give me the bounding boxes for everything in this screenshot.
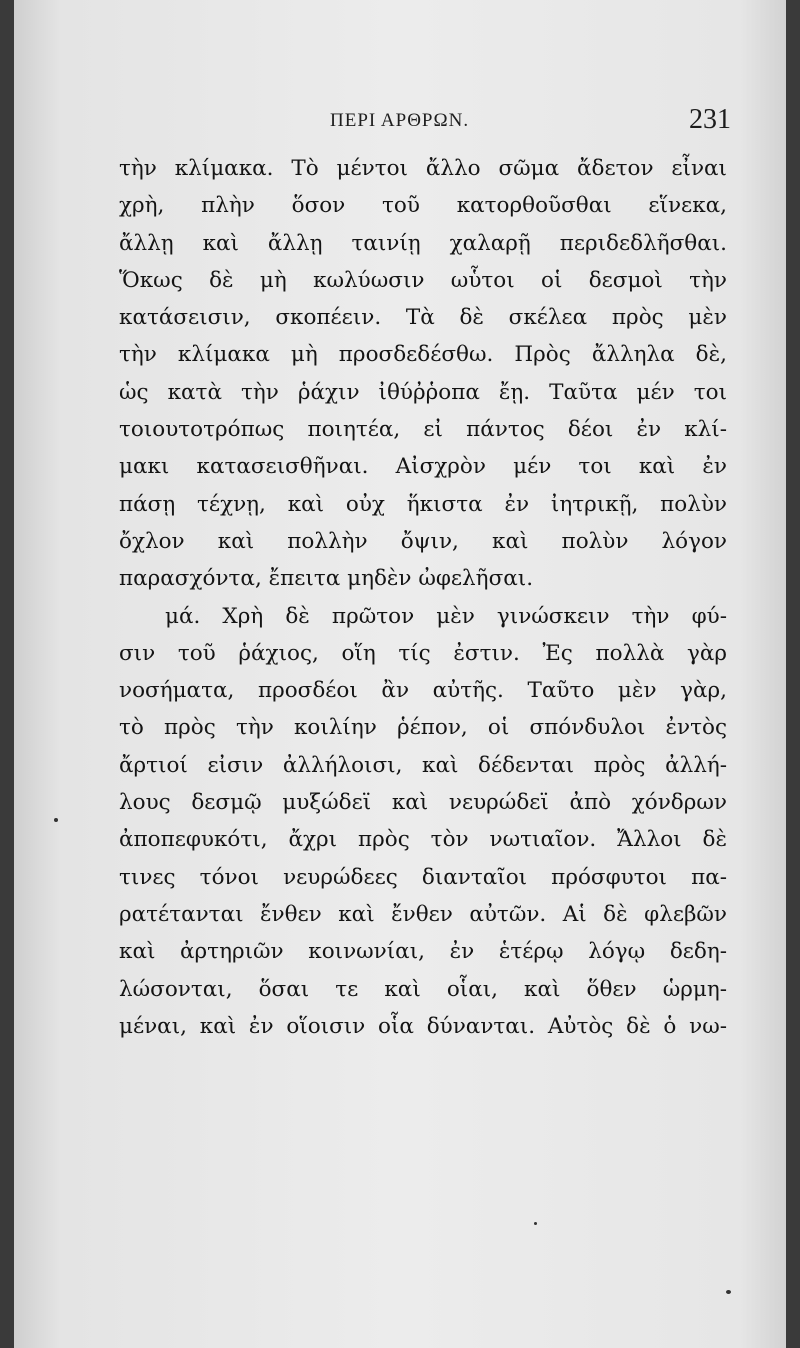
page-number: 231 — [689, 104, 731, 135]
text-line: πάσῃ τέχνῃ, καὶ οὐχ ἥκιστα ἐν ἰητρικῇ, πολὺν — [119, 491, 727, 517]
text-line: παρασχόντα, ἔπειτα μηδὲν ὠφελῆσαι. — [119, 566, 534, 592]
text-line: ἀποπεφυκότι, ἄχρι πρὸς τὸν νωτιαῖον. Ἄλλοι δὲ — [119, 827, 727, 853]
text-line: χρὴ, πλὴν ὅσον τοῦ κατορθοῦσθαι εἵνεκα, — [119, 193, 727, 219]
text-line: τοιουτοτρόπως ποιητέα, εἰ πάντος δέοι ἐν κλί- — [119, 417, 727, 443]
text-line: τὴν κλίμακα μὴ προσδεδέσθω. Πρὸς ἄλληλα δὲ, — [119, 342, 727, 368]
section-start-line: μά. Χρὴ δὲ πρῶτον μὲν γινώσκειν τὴν φύ- — [165, 603, 727, 629]
paper-speck — [726, 1290, 731, 1294]
running-title: ΠΕΡΙ ΑΡΘΡΩΝ. — [330, 110, 470, 131]
body-text — [119, 150, 727, 1045]
text-line: νοσήματα, προσδέοι ἂν αὐτῆς. Ταῦτο μὲν γὰρ, — [119, 678, 727, 704]
text-line: κατάσεισιν, σκοπέειν. Τὰ δὲ σκέλεα πρὸς μὲν — [119, 305, 727, 331]
paper-speck — [54, 818, 58, 822]
text-line: μακι κατασεισθῆναι. Αἰσχρὸν μέν τοι καὶ ἐν — [119, 454, 727, 480]
text-line: λώσονται, ὅσαι τε καὶ οἷαι, καὶ ὅθεν ὡρμη- — [119, 976, 727, 1002]
text-line: μέναι, καὶ ἐν οἵοισιν οἷα δύνανται. Αὐτὸς δὲ ὁ νω- — [119, 1013, 727, 1039]
book-page — [14, 0, 786, 1348]
text-line: τινες τόνοι νευρώδεες διανταῖοι πρόσφυτοι πα- — [119, 864, 727, 890]
page-header — [14, 106, 786, 146]
text-line: ἄλλῃ καὶ ἄλλῃ ταινίῃ χαλαρῇ περιδεδλῆσθαι. — [119, 230, 727, 256]
text-line: Ὅκως δὲ μὴ κωλύωσιν ωὗτοι οἱ δεσμοὶ τὴν — [119, 267, 727, 293]
text-line: τὸ πρὸς τὴν κοιλίην ῥέπον, οἱ σπόνδυλοι ἐντὸς — [119, 715, 727, 741]
text-line: λους δεσμῷ μυξώδεϊ καὶ νευρώδεϊ ἀπὸ χόνδρων — [119, 790, 727, 816]
text-line: ρατέτανται ἔνθεν καὶ ἔνθεν αὐτῶν. Αἱ δὲ φλεβῶν — [119, 901, 727, 927]
paper-speck — [534, 1222, 537, 1225]
text-line: τὴν κλίμακα. Τὸ μέντοι ἄλλο σῶμα ἄδετον εἶναι — [119, 156, 727, 181]
text-line: καὶ ἀρτηριῶν κοινωνίαι, ἐν ἑτέρῳ λόγῳ δεδη- — [119, 939, 727, 965]
text-line: σιν τοῦ ῥάχιος, οἵη τίς ἐστιν. Ἐς πολλὰ γὰρ — [119, 640, 727, 666]
text-line: ἄρτιοί εἰσιν ἀλλήλοισι, καὶ δέδενται πρὸς ἀλλή- — [119, 752, 727, 778]
text-line: ὡς κατὰ τὴν ῥάχιν ἰθύῤῥοπα ἔῃ. Ταῦτα μέν τοι — [119, 379, 727, 405]
text-line: ὄχλον καὶ πολλὴν ὄψιν, καὶ πολὺν λόγον — [119, 528, 727, 554]
